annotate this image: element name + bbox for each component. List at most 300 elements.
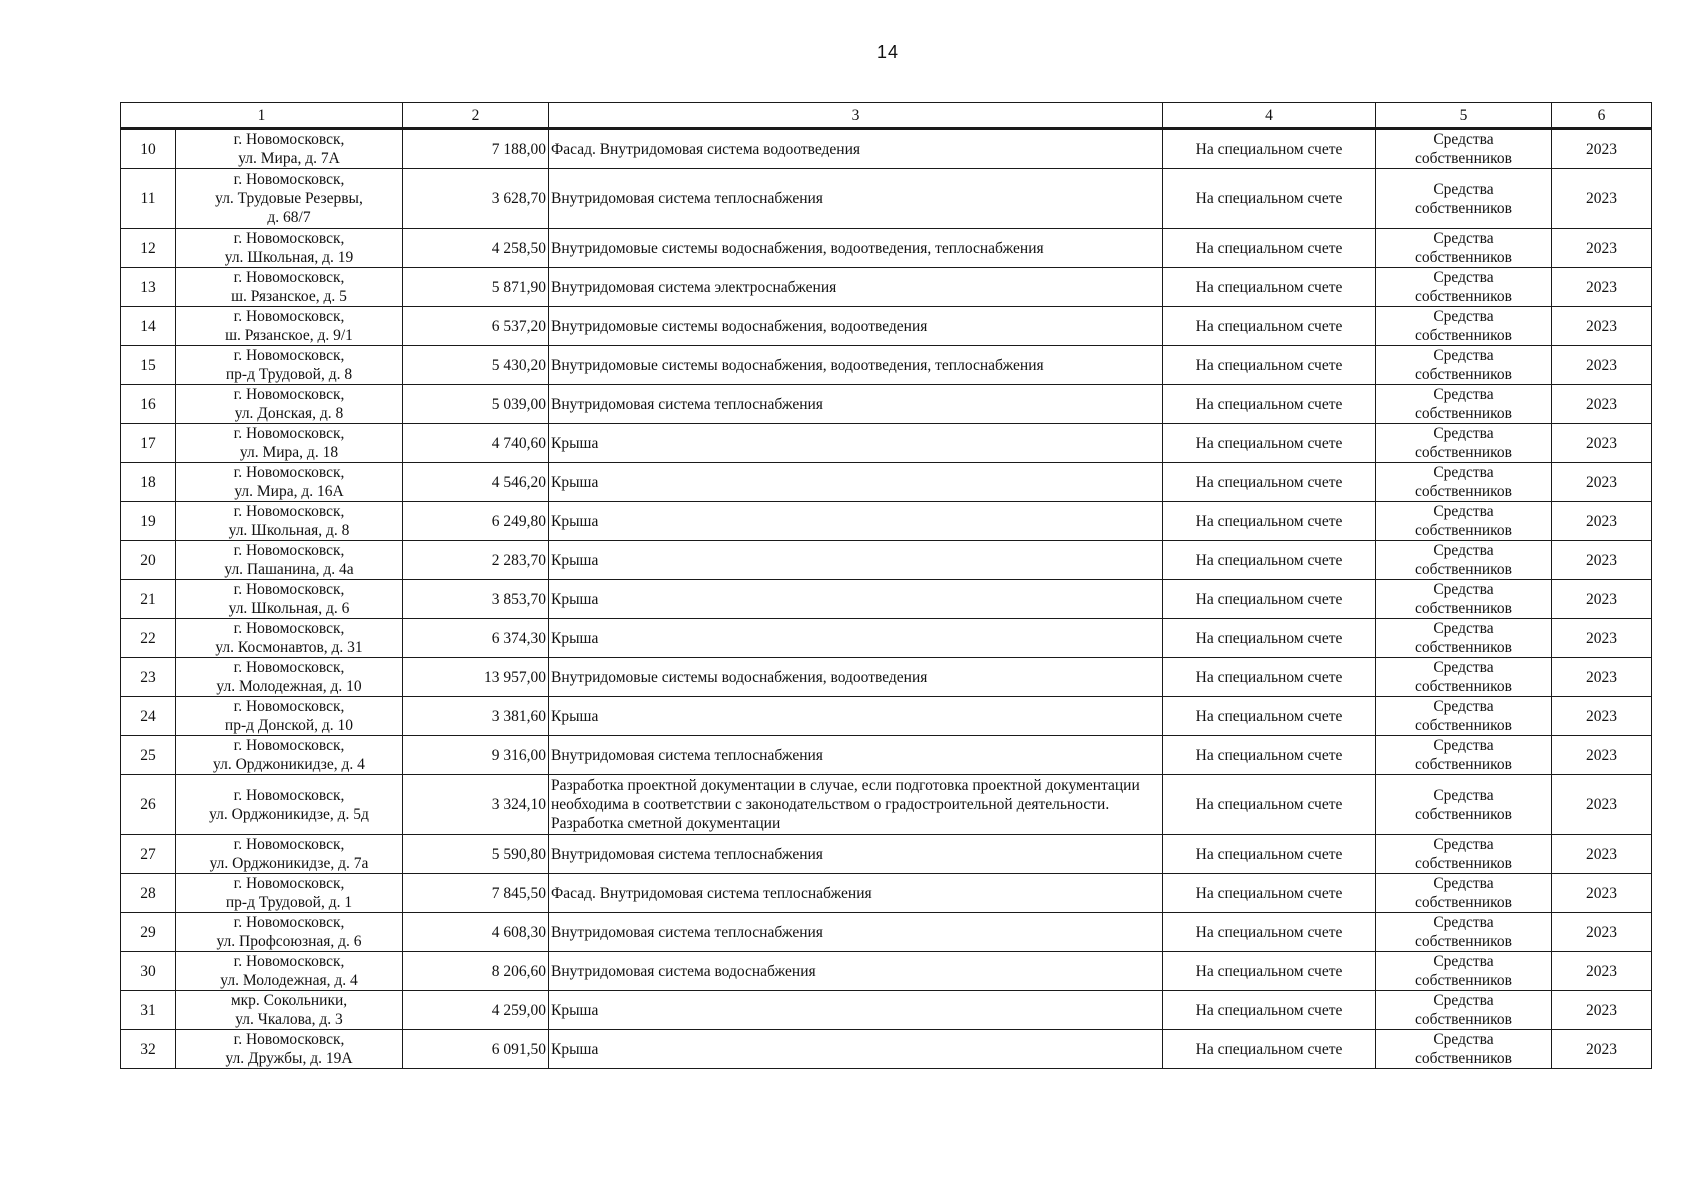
account-cell — [1163, 385, 1376, 424]
address-line: г. Новомосковск, — [233, 347, 345, 364]
row-number-cell — [121, 268, 176, 307]
address-line: ул. Молодежная, д. 4 — [220, 972, 358, 989]
work-type-cell — [549, 463, 1163, 502]
row-number-cell — [121, 580, 176, 619]
address-cell — [176, 502, 403, 541]
funding-source-line: Средства — [1433, 992, 1494, 1009]
area-cell — [403, 463, 549, 502]
row-number: 13 — [140, 278, 156, 296]
funding-source-cell — [1376, 129, 1552, 169]
account-method: На специальном счете — [1195, 629, 1343, 647]
funding-source-line: собственников — [1415, 483, 1512, 500]
address-line: ул. Орджоникидзе, д. 7а — [209, 855, 369, 872]
page-number: 14 — [876, 42, 900, 62]
address-line: г. Новомосковск, — [233, 875, 345, 892]
address-cell — [176, 169, 403, 229]
funding-source-cell — [1376, 307, 1552, 346]
planned-year: 2023 — [1586, 1040, 1617, 1058]
work-type-cell — [549, 736, 1163, 775]
address-line: г. Новомосковск, — [233, 308, 345, 325]
table-row — [121, 1030, 1652, 1069]
row-number-cell — [121, 129, 176, 169]
work-type: Внутридомовая система теплоснабжения — [551, 746, 823, 764]
address-cell — [176, 129, 403, 169]
year-cell — [1552, 229, 1652, 268]
work-type-cell — [549, 169, 1163, 229]
funding-source-line: собственников — [1415, 288, 1512, 305]
account-method: На специальном счете — [1195, 190, 1343, 207]
address-cell — [176, 268, 403, 307]
address-cell — [176, 874, 403, 913]
funding-source-line: собственников — [1415, 805, 1512, 823]
header-col-1: 1 — [121, 103, 403, 129]
area-value: 5 590,80 — [491, 845, 546, 863]
account-cell — [1163, 307, 1376, 346]
area-value: 3 324,10 — [491, 796, 546, 813]
row-number: 15 — [140, 356, 156, 374]
address-line: г. Новомосковск, — [233, 386, 345, 403]
work-type-cell — [549, 385, 1163, 424]
address-line: ул. Молодежная, д. 10 — [216, 678, 362, 695]
row-number: 32 — [140, 1040, 156, 1058]
address-line: ул. Мира, д. 7А — [238, 150, 340, 167]
address-line: ул. Чкалова, д. 3 — [235, 1011, 343, 1028]
work-type-cell — [549, 913, 1163, 952]
account-method: На специальном счете — [1195, 551, 1343, 569]
year-cell — [1552, 541, 1652, 580]
address-line: мкр. Сокольники, — [230, 992, 348, 1009]
work-type: Внутридомовые системы водоснабжения, водоотведения, теплоснабжения — [551, 356, 1044, 374]
funding-source-line: собственников — [1415, 366, 1512, 383]
work-type: Внутридомовые системы водоснабжения, водоотведения, теплоснабжения — [551, 239, 1044, 257]
area-cell — [403, 502, 549, 541]
address-line: пр-д Трудовой, д. 8 — [225, 366, 353, 383]
row-number: 23 — [140, 668, 156, 686]
address-cell — [176, 736, 403, 775]
account-cell — [1163, 541, 1376, 580]
work-type-cell — [549, 541, 1163, 580]
funding-source-line: собственников — [1415, 717, 1512, 734]
row-number-cell — [121, 1030, 176, 1069]
funding-source-cell — [1376, 913, 1552, 952]
funding-source-line: собственников — [1415, 561, 1512, 578]
address-line: ул. Мира, д. 16А — [234, 483, 344, 500]
address-cell — [176, 775, 403, 835]
area-cell — [403, 874, 549, 913]
address-line: ул. Трудовые Резервы, — [215, 190, 363, 207]
address-line: г. Новомосковск, — [233, 131, 345, 148]
table-header — [121, 103, 1652, 129]
row-number-cell — [121, 913, 176, 952]
area-cell — [403, 307, 549, 346]
funding-source-cell — [1376, 697, 1552, 736]
funding-source-line: Средства — [1433, 620, 1494, 637]
work-type: Внутридомовые системы водоснабжения, водоотведения — [551, 668, 928, 686]
work-type: Внутридомовая система электроснабжения — [551, 278, 837, 296]
account-cell — [1163, 658, 1376, 697]
year-cell — [1552, 580, 1652, 619]
area-value: 4 608,30 — [491, 923, 546, 941]
account-method: На специальном счете — [1195, 707, 1343, 725]
work-type-cell — [549, 268, 1163, 307]
account-cell — [1163, 697, 1376, 736]
area-cell — [403, 658, 549, 697]
planned-year: 2023 — [1586, 923, 1617, 941]
account-cell — [1163, 129, 1376, 169]
table-row — [121, 913, 1652, 952]
area-cell — [403, 229, 549, 268]
row-number: 25 — [140, 746, 156, 764]
account-cell — [1163, 775, 1376, 835]
funding-source-line: Средства — [1433, 1031, 1494, 1048]
row-number-cell — [121, 736, 176, 775]
row-number-cell — [121, 502, 176, 541]
header-col-2: 2 — [403, 103, 549, 129]
planned-year: 2023 — [1586, 395, 1617, 413]
work-type: Внутридомовая система теплоснабжения — [551, 845, 823, 863]
address-line: ул. Дружбы, д. 19А — [225, 1050, 353, 1067]
area-cell — [403, 169, 549, 229]
area-value: 13 957,00 — [484, 668, 546, 686]
work-type-cell — [549, 346, 1163, 385]
funding-source-line: Средства — [1433, 953, 1494, 970]
row-number-cell — [121, 952, 176, 991]
planned-year: 2023 — [1586, 590, 1617, 608]
address-line: ул. Донская, д. 8 — [234, 405, 344, 422]
work-type-cell — [549, 835, 1163, 874]
table-row — [121, 658, 1652, 697]
funding-source-line: Средства — [1433, 308, 1494, 325]
address-cell — [176, 229, 403, 268]
funding-source-line: собственников — [1415, 855, 1512, 872]
funding-source-line: Средства — [1433, 347, 1494, 364]
row-number-cell — [121, 541, 176, 580]
funding-source-line: Средства — [1433, 786, 1494, 804]
address-line: г. Новомосковск, — [233, 620, 345, 637]
area-value: 3 628,70 — [491, 190, 546, 207]
account-method: На специальном счете — [1195, 796, 1343, 813]
area-value: 5 039,00 — [491, 395, 546, 413]
work-type-cell — [549, 697, 1163, 736]
area-cell — [403, 268, 549, 307]
work-type: Крыша — [551, 551, 599, 569]
row-number: 17 — [140, 434, 156, 452]
row-number-cell — [121, 835, 176, 874]
funding-source-line: Средства — [1433, 737, 1494, 754]
funding-source-line: собственников — [1415, 249, 1512, 266]
planned-year: 2023 — [1586, 317, 1617, 335]
account-method: На специальном счете — [1195, 239, 1343, 257]
account-method: На специальном счете — [1195, 923, 1343, 941]
address-cell — [176, 307, 403, 346]
funding-source-line: собственников — [1415, 894, 1512, 911]
table-row — [121, 775, 1652, 835]
row-number: 29 — [140, 923, 156, 941]
year-cell — [1552, 385, 1652, 424]
work-type-cell — [549, 952, 1163, 991]
address-line: ул. Мира, д. 18 — [239, 444, 339, 461]
work-type: Крыша — [551, 629, 599, 647]
work-type: Крыша — [551, 1040, 599, 1058]
funding-source-cell — [1376, 1030, 1552, 1069]
year-cell — [1552, 952, 1652, 991]
row-number: 31 — [140, 1001, 156, 1019]
account-cell — [1163, 580, 1376, 619]
account-method: На специальном счете — [1195, 434, 1343, 452]
planned-year: 2023 — [1586, 434, 1617, 452]
area-value: 4 546,20 — [491, 473, 546, 491]
row-number-cell — [121, 658, 176, 697]
account-method: На специальном счете — [1195, 140, 1343, 158]
account-cell — [1163, 463, 1376, 502]
address-line: пр-д Трудовой, д. 1 — [225, 894, 353, 911]
funding-source-line: Средства — [1433, 464, 1494, 481]
address-cell — [176, 697, 403, 736]
table-row — [121, 502, 1652, 541]
planned-year: 2023 — [1586, 746, 1617, 764]
work-type-cell — [549, 580, 1163, 619]
area-value: 4 259,00 — [491, 1001, 546, 1019]
funding-source-line: Средства — [1433, 503, 1494, 520]
area-cell — [403, 129, 549, 169]
funding-source-cell — [1376, 736, 1552, 775]
planned-year: 2023 — [1586, 473, 1617, 491]
funding-source-line: собственников — [1415, 444, 1512, 461]
table-row — [121, 424, 1652, 463]
address-cell — [176, 424, 403, 463]
account-method: На специальном счете — [1195, 962, 1343, 980]
account-method: На специальном счете — [1195, 590, 1343, 608]
account-method: На специальном счете — [1195, 512, 1343, 530]
work-type-cell — [549, 502, 1163, 541]
funding-source-line: Средства — [1433, 914, 1494, 931]
planned-year: 2023 — [1586, 190, 1617, 207]
work-type: Фасад. Внутридомовая система водоотведения — [551, 140, 861, 158]
address-line: г. Новомосковск, — [233, 914, 345, 931]
area-cell — [403, 991, 549, 1030]
row-number: 10 — [140, 140, 156, 158]
work-type: Внутридомовая система водоснабжения — [551, 962, 816, 980]
table-row — [121, 874, 1652, 913]
funding-source-line: собственников — [1415, 1011, 1512, 1028]
area-value: 6 537,20 — [491, 317, 546, 335]
address-line: ул. Школьная, д. 8 — [228, 522, 350, 539]
table-row — [121, 169, 1652, 229]
address-line: г. Новомосковск, — [233, 503, 345, 520]
header-row — [121, 103, 1652, 129]
area-value: 7 188,00 — [491, 140, 546, 158]
work-type: Фасад. Внутридомовая система теплоснабжения — [551, 884, 872, 902]
year-cell — [1552, 736, 1652, 775]
account-cell — [1163, 1030, 1376, 1069]
account-method: На специальном счете — [1195, 278, 1343, 296]
table-row — [121, 385, 1652, 424]
work-type-cell — [549, 229, 1163, 268]
funding-source-cell — [1376, 991, 1552, 1030]
account-cell — [1163, 835, 1376, 874]
funding-source-line: Средства — [1433, 230, 1494, 247]
row-number-cell — [121, 229, 176, 268]
year-cell — [1552, 658, 1652, 697]
address-line: г. Новомосковск, — [233, 659, 345, 676]
funding-source-cell — [1376, 268, 1552, 307]
year-cell — [1552, 307, 1652, 346]
table-row — [121, 952, 1652, 991]
planned-year: 2023 — [1586, 1001, 1617, 1019]
funding-source-cell — [1376, 502, 1552, 541]
area-cell — [403, 775, 549, 835]
account-cell — [1163, 913, 1376, 952]
account-method: На специальном счете — [1195, 473, 1343, 491]
row-number-cell — [121, 307, 176, 346]
year-cell — [1552, 775, 1652, 835]
work-type-cell — [549, 424, 1163, 463]
address-line: пр-д Донской, д. 10 — [224, 717, 354, 734]
row-number-cell — [121, 697, 176, 736]
funding-source-line: собственников — [1415, 972, 1512, 989]
planned-year: 2023 — [1586, 551, 1617, 569]
account-cell — [1163, 502, 1376, 541]
table-row — [121, 463, 1652, 502]
year-cell — [1552, 697, 1652, 736]
area-cell — [403, 1030, 549, 1069]
address-line: г. Новомосковск, — [233, 953, 345, 970]
planned-year: 2023 — [1586, 239, 1617, 257]
planned-year: 2023 — [1586, 629, 1617, 647]
area-cell — [403, 385, 549, 424]
table-row — [121, 835, 1652, 874]
year-cell — [1552, 619, 1652, 658]
address-cell — [176, 952, 403, 991]
funding-source-line: Средства — [1433, 542, 1494, 559]
funding-source-line: собственников — [1415, 199, 1512, 217]
account-method: На специальном счете — [1195, 668, 1343, 686]
area-cell — [403, 346, 549, 385]
area-cell — [403, 913, 549, 952]
address-line: ул. Профсоюзная, д. 6 — [216, 933, 362, 950]
address-line: д. 68/7 — [267, 209, 311, 226]
row-number: 11 — [140, 190, 156, 207]
area-cell — [403, 424, 549, 463]
table-row — [121, 268, 1652, 307]
area-cell — [403, 697, 549, 736]
address-line: г. Новомосковск, — [233, 836, 345, 853]
work-type-cell — [549, 658, 1163, 697]
table-row — [121, 697, 1652, 736]
funding-source-line: собственников — [1415, 150, 1512, 167]
funding-source-cell — [1376, 580, 1552, 619]
funding-source-cell — [1376, 874, 1552, 913]
work-type: Крыша — [551, 473, 599, 491]
row-number: 21 — [140, 590, 156, 608]
header-col-5: 5 — [1376, 103, 1552, 129]
address-line: ш. Рязанское, д. 5 — [231, 288, 347, 305]
funding-source-line: собственников — [1415, 933, 1512, 950]
funding-source-line: Средства — [1433, 698, 1494, 715]
area-value: 4 258,50 — [491, 239, 546, 257]
table-row — [121, 736, 1652, 775]
account-method: На специальном счете — [1195, 1001, 1343, 1019]
table-row — [121, 991, 1652, 1030]
area-cell — [403, 580, 549, 619]
header-col-3: 3 — [549, 103, 1163, 129]
address-cell — [176, 1030, 403, 1069]
account-cell — [1163, 952, 1376, 991]
year-cell — [1552, 169, 1652, 229]
address-line: ул. Орджоникидзе, д. 5д — [209, 805, 369, 823]
row-number: 18 — [140, 473, 156, 491]
area-value: 9 316,00 — [491, 746, 546, 764]
funding-source-cell — [1376, 952, 1552, 991]
account-cell — [1163, 874, 1376, 913]
address-line: ул. Школьная, д. 6 — [228, 600, 350, 617]
year-cell — [1552, 991, 1652, 1030]
address-line: г. Новомосковск, — [233, 464, 345, 481]
planned-year: 2023 — [1586, 278, 1617, 296]
area-cell — [403, 736, 549, 775]
planned-year: 2023 — [1586, 707, 1617, 725]
row-number: 14 — [140, 317, 156, 335]
table-body — [121, 129, 1652, 1069]
account-cell — [1163, 619, 1376, 658]
address-cell — [176, 346, 403, 385]
row-number: 16 — [140, 395, 156, 413]
account-method: На специальном счете — [1195, 845, 1343, 863]
table-row — [121, 619, 1652, 658]
account-method: На специальном счете — [1195, 1040, 1343, 1058]
account-cell — [1163, 346, 1376, 385]
area-value: 5 430,20 — [491, 356, 546, 374]
row-number: 20 — [140, 551, 156, 569]
header-col-4: 4 — [1163, 103, 1376, 129]
funding-source-line: собственников — [1415, 1050, 1512, 1067]
work-type-cell — [549, 1030, 1163, 1069]
planned-year: 2023 — [1586, 845, 1617, 863]
table-row — [121, 129, 1652, 169]
area-cell — [403, 952, 549, 991]
address-line: г. Новомосковск, — [233, 269, 345, 286]
year-cell — [1552, 1030, 1652, 1069]
address-cell — [176, 658, 403, 697]
table-row — [121, 229, 1652, 268]
account-cell — [1163, 229, 1376, 268]
address-cell — [176, 913, 403, 952]
address-line: ул. Школьная, д. 19 — [224, 249, 354, 266]
row-number: 24 — [140, 707, 156, 725]
funding-source-line: собственников — [1415, 522, 1512, 539]
header-col-6: 6 — [1552, 103, 1652, 129]
work-type: Внутридомовая система теплоснабжения — [551, 190, 823, 207]
area-value: 4 740,60 — [491, 434, 546, 452]
work-type: Разработка проектной документации в случае, если подготовка проектной документации необходима в соответствии с законодательством о градостроительной деятельности. Разработка сметной документации — [551, 777, 1140, 832]
table-row — [121, 346, 1652, 385]
year-cell — [1552, 346, 1652, 385]
work-type: Крыша — [551, 707, 599, 725]
row-number: 30 — [140, 962, 156, 980]
address-line: г. Новомосковск, — [233, 786, 345, 804]
work-type: Крыша — [551, 1001, 599, 1019]
funding-source-cell — [1376, 424, 1552, 463]
year-cell — [1552, 913, 1652, 952]
work-type-cell — [549, 619, 1163, 658]
work-type-cell — [549, 307, 1163, 346]
row-number: 19 — [140, 512, 156, 530]
funding-source-cell — [1376, 229, 1552, 268]
address-line: ул. Орджоникидзе, д. 4 — [213, 756, 365, 773]
funding-source-line: собственников — [1415, 639, 1512, 656]
work-type: Крыша — [551, 512, 599, 530]
address-line: г. Новомосковск, — [233, 1031, 345, 1048]
